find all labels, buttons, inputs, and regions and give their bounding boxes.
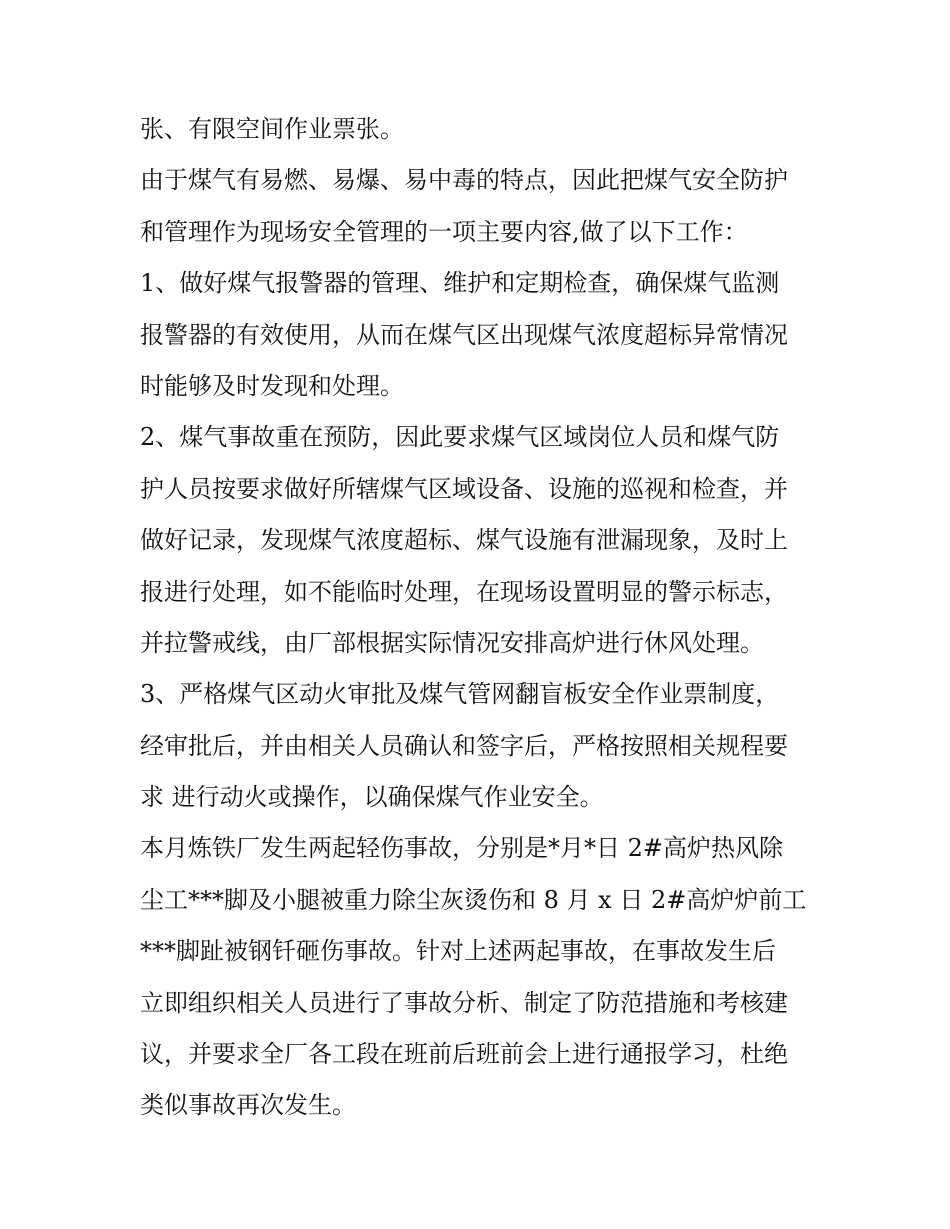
text-line: 议，并要求全厂各工段在班前后班前会上进行通报学习，杜绝 — [140, 1040, 788, 1069]
text-line: 本月炼铁厂发生两起轻伤事故，分别是*月*日 2#高炉热风除 — [140, 834, 784, 863]
text-line: 并拉警戒线，由厂部根据实际情况安排高炉进行休风处理。 — [140, 628, 764, 657]
text-line: 报警器的有效使用，从而在煤气区出现煤气浓度超标异常情况 — [140, 320, 788, 349]
text-line: 立即组织相关人员进行了事故分析、制定了防范措施和考核建 — [140, 988, 788, 1017]
text-line: 尘工***脚及小腿被重力除尘灰烫伤和 8 月 x 日 2#高炉炉前工 — [140, 885, 807, 914]
text-line: 护人员按要求做好所辖煤气区域设备、设施的巡视和检查，并 — [140, 474, 788, 503]
text-line: 求 进行动火或操作，以确保煤气作业安全。 — [140, 783, 604, 812]
text-line: ***脚趾被钢钎砸伤事故。针对上述两起事故，在事故发生后 — [140, 937, 776, 966]
text-line: 时能够及时发现和处理。 — [140, 371, 404, 400]
text-line: 2、煤气事故重在预防，因此要求煤气区域岗位人员和煤气防 — [140, 423, 780, 452]
text-line: 1、做好煤气报警器的管理、维护和定期检查，确保煤气监测 — [140, 269, 780, 298]
text-line: 和管理作为现场安全管理的一项主要内容,做了以下工作： — [140, 217, 748, 246]
text-line: 报进行处理，如不能临时处理，在现场设置明显的警示标志， — [140, 577, 788, 606]
text-line: 由于煤气有易燃、易爆、易中毒的特点，因此把煤气安全防护 — [140, 166, 788, 195]
text-line: 经审批后，并由相关人员确认和签字后，严格按照相关规程要 — [140, 731, 788, 760]
text-line: 做好记录，发现煤气浓度超标、煤气设施有泄漏现象，及时上 — [140, 526, 788, 555]
text-line: 3、严格煤气区动火审批及煤气管网翻盲板安全作业票制度， — [140, 680, 780, 709]
document-body — [140, 104, 820, 1132]
text-line: 张、有限空间作业票张。 — [140, 115, 404, 143]
text-line: 类似事故再次发生。 — [140, 1091, 356, 1120]
